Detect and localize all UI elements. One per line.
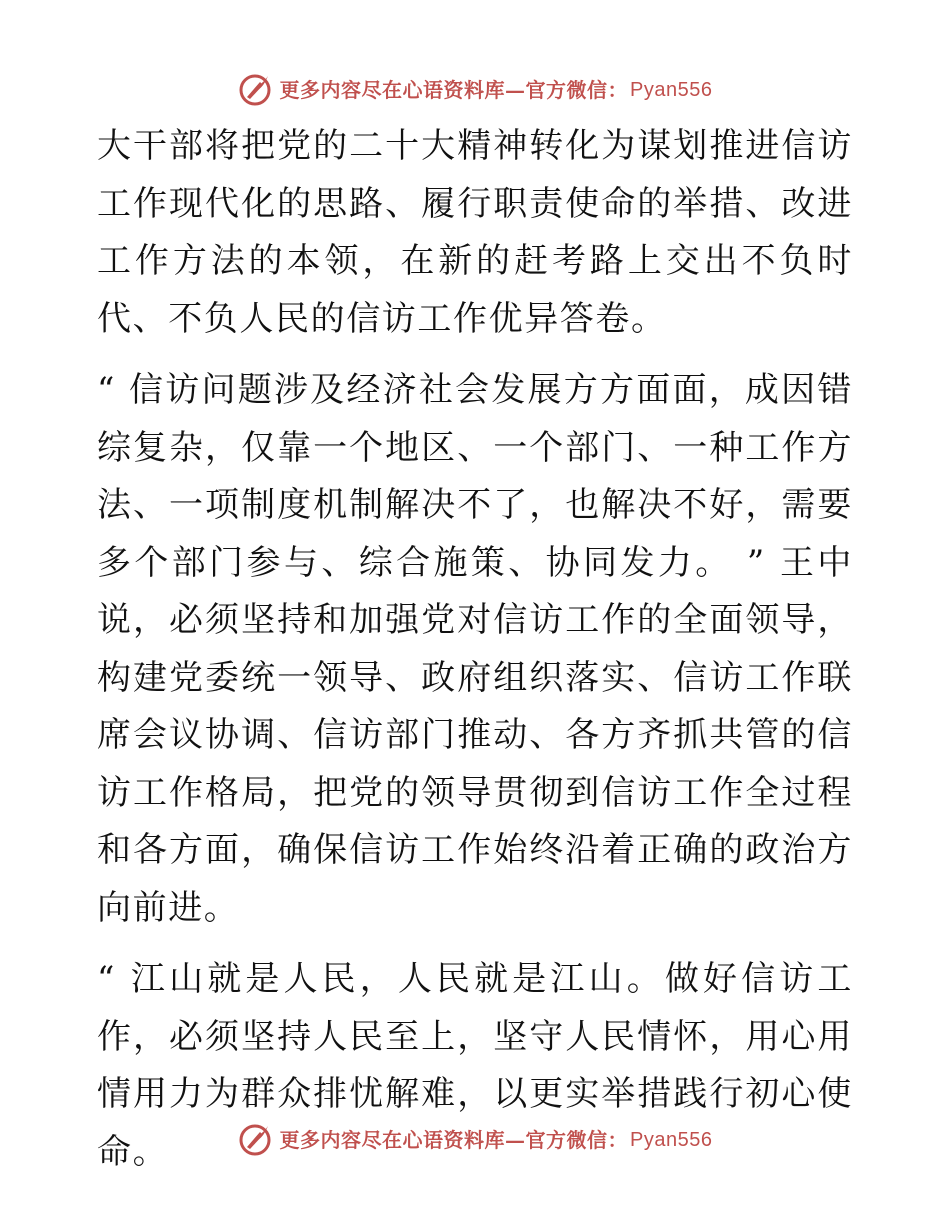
watermark-text	[280, 1130, 713, 1150]
paragraph-1: 大干部将把党的二十大精神转化为谋划推进信访工作现代化的思路、履行职责使命的举措、改进工作方法的本领，在新的赶考路上交出不负时代、不负人民的信访工作优异答卷。	[97, 126, 853, 339]
feather-pen-logo-icon	[238, 73, 272, 107]
paragraph-3: “ 江山就是人民，人民就是江山。做好信访工作，必须坚持人民至上，坚守人民情怀，用心用情用力为群众排忧解难，以更实举措践行初心使命。	[97, 959, 853, 1172]
footer-watermark	[0, 1120, 950, 1160]
watermark-text	[280, 80, 713, 100]
watermark-wechat-id: Pyan556	[630, 79, 713, 101]
document-body	[97, 118, 853, 1181]
watermark-label: 更多内容尽在心语资料库—官方微信：	[279, 1128, 629, 1152]
watermark-label: 更多内容尽在心语资料库—官方微信：	[279, 78, 629, 102]
header-watermark	[0, 70, 950, 110]
feather-pen-logo-icon	[238, 1123, 272, 1157]
watermark-wechat-id: Pyan556	[630, 1129, 713, 1151]
paragraph-2: “ 信访问题涉及经济社会发展方方面面，成因错综复杂，仅靠一个地区、一个部门、一种工作方法、一项制度机制解决不了，也解决不好，需要多个部门参与、综合施策、协同发力。 ” 王中说，必须坚持和加强党对信访工作的全面领导，构建党委统一领导、政府组织落实、信访工作联席会议协调、信访部门推动、各方齐抓共管的信访工作格局，把党的领导贯彻到信访工作全过程和各方面，确保信访工作始终沿着正确的政治方向前进。	[97, 370, 853, 928]
